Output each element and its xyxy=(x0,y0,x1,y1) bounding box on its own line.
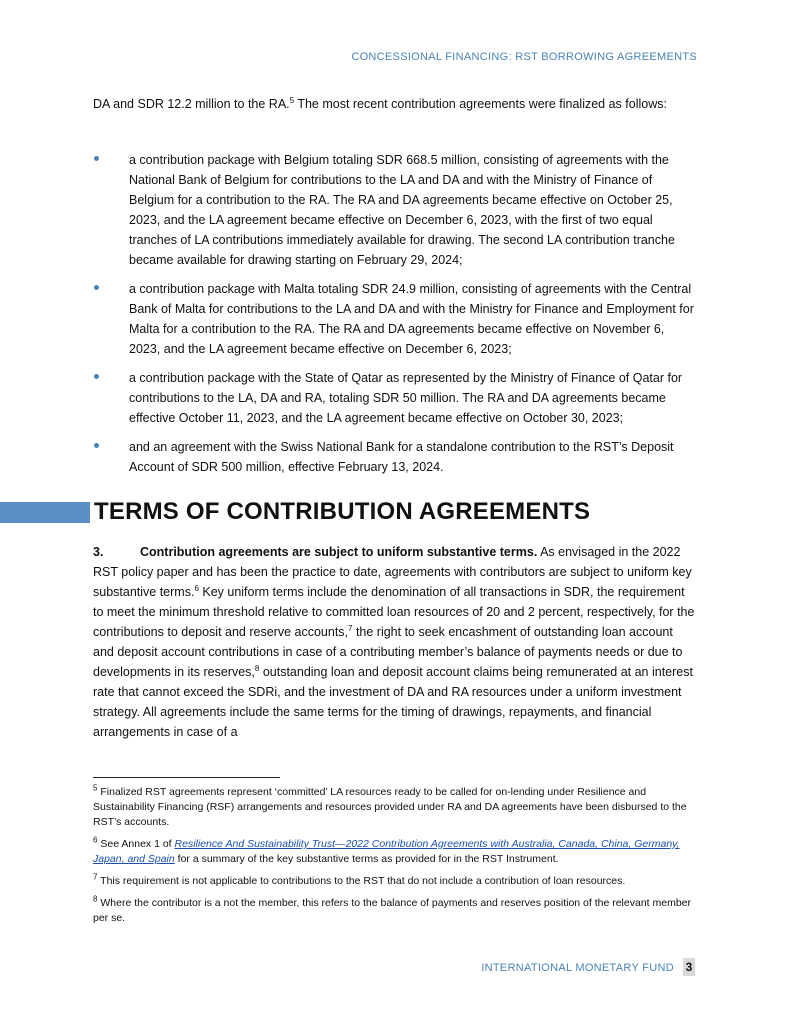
annex-link[interactable]: Resilience And Sustainability Trust—2022 Contribution Agreements with Australia, Canada, China, Germany, Japan, and Spain xyxy=(93,838,680,865)
list-item xyxy=(93,150,697,270)
footnote-text: This requirement is not applicable to contributions to the RST that do not include a contribution of loan resources. xyxy=(97,875,626,887)
footnote-number: 7 xyxy=(93,872,98,882)
paragraph-lead: Contribution agreements are subject to uniform substantive terms. xyxy=(140,545,538,559)
list-item-text: a contribution package with Malta totaling SDR 24.9 million, consisting of agreements with the Central Bank of Malta for contributions to the LA and DA and with the Ministry for Finance and Employment for Malta for a contribution to the RA. The RA and DA agreements became effective on November 6, 2023, and the LA agreement became effective on December 6, 2023; xyxy=(129,282,694,356)
footnote-text: Finalized RST agreements represent ‘committed’ LA resources ready to be called for on-lending under Resilience and Sustainability Financing (RSF) arrangements and resources provided under RA and DA agreements have been disbursed to the RST’s accounts. xyxy=(93,786,687,828)
running-header: CONCESSIONAL FINANCING: RST BORROWING AGREEMENTS xyxy=(351,51,697,63)
footnote-text: See Annex 1 of xyxy=(97,838,175,850)
section-accent-bar xyxy=(0,502,90,523)
list-item xyxy=(93,368,697,428)
footnote-ref-8[interactable]: 8 xyxy=(254,663,260,673)
footnote-number: 5 xyxy=(93,783,98,793)
intro-text-b: The most recent contribution agreements were finalized as follows: xyxy=(294,97,667,111)
paragraph-text-2: Key uniform terms include the denomination of all transactions in SDR, the requirement to meet the minimum threshold relative to committed loan resources of 20 and 2 percent, respectively, for the contributions to deposit and reserve accounts, xyxy=(93,585,695,639)
footnotes xyxy=(93,785,697,933)
footnote-number: 6 xyxy=(93,835,98,845)
list-item xyxy=(93,437,697,477)
bullet-icon xyxy=(94,443,99,448)
page-number: 3 xyxy=(683,958,695,976)
contribution-list xyxy=(93,150,697,486)
paragraph-text-3: the right to seek encashment of outstanding loan account and deposit account contributions in case of a contributing member’s balance of payments needs or due to developments in its reserves, xyxy=(93,625,683,679)
footnote-8 xyxy=(93,896,697,926)
list-item xyxy=(93,279,697,359)
list-item-text: a contribution package with Belgium totaling SDR 668.5 million, consisting of agreements with the National Bank of Belgium for contributions to the LA and DA and with the Ministry of Finance of Belgium for a contribution to the RA. The RA and DA agreements became effective on October 25, 2023, and the LA agreement became effective on December 6, 2023, with the first of two equal tranches of LA contributions immediately available for drawing. The second LA contribution tranche became available for drawing starting on February 29, 2024; xyxy=(129,153,675,267)
footnote-5 xyxy=(93,785,697,830)
footnote-6 xyxy=(93,837,697,867)
paragraph-3 xyxy=(93,542,697,742)
section-heading: TERMS OF CONTRIBUTION AGREEMENTS xyxy=(94,498,591,525)
bullet-icon xyxy=(94,285,99,290)
paragraph-text-1: As envisaged in the 2022 RST policy paper and has been the practice to date, agreements with contributors are subject to uniform key substantive terms. xyxy=(93,545,692,599)
footnote-7 xyxy=(93,874,697,889)
list-item-text: and an agreement with the Swiss National Bank for a standalone contribution to the RST’s Deposit Account of SDR 500 million, effective February 13, 2024. xyxy=(129,440,674,474)
footnote-ref-6[interactable]: 6 xyxy=(194,583,199,593)
intro-text-a: DA and SDR 12.2 million to the RA. xyxy=(93,97,290,111)
list-item-text: a contribution package with the State of Qatar as represented by the Ministry of Finance of Qatar for contributions to the LA, DA and RA, totaling SDR 50 million. The RA and DA agreements became effective October 11, 2023, and the LA agreement became effective on October 30, 2023; xyxy=(129,371,683,425)
intro-paragraph xyxy=(93,94,697,114)
footnote-number: 8 xyxy=(93,894,98,904)
paragraph-number: 3. xyxy=(93,545,104,559)
bullet-icon xyxy=(94,156,99,161)
footnote-ref-7[interactable]: 7 xyxy=(348,623,353,633)
footnote-ref-5[interactable]: 5 xyxy=(289,95,295,105)
bullet-icon xyxy=(94,374,99,379)
footnote-divider xyxy=(93,777,280,778)
footer-organization: INTERNATIONAL MONETARY FUND xyxy=(481,962,674,974)
footnote-text: for a summary of the key substantive terms as provided for in the RST Instrument. xyxy=(174,853,559,865)
footnote-text: Where the contributor is a not the member, this refers to the balance of payments and reserves position of the relevant member per se. xyxy=(93,897,692,924)
paragraph-text-4: outstanding loan and deposit account claims being remunerated at an interest rate that cannot exceed the SDRi, and the investment of DA and RA resources under a uniform investment strategy. All agreements include the same terms for the timing of drawings, repayments, and financial arrangements in case of a xyxy=(93,665,693,739)
